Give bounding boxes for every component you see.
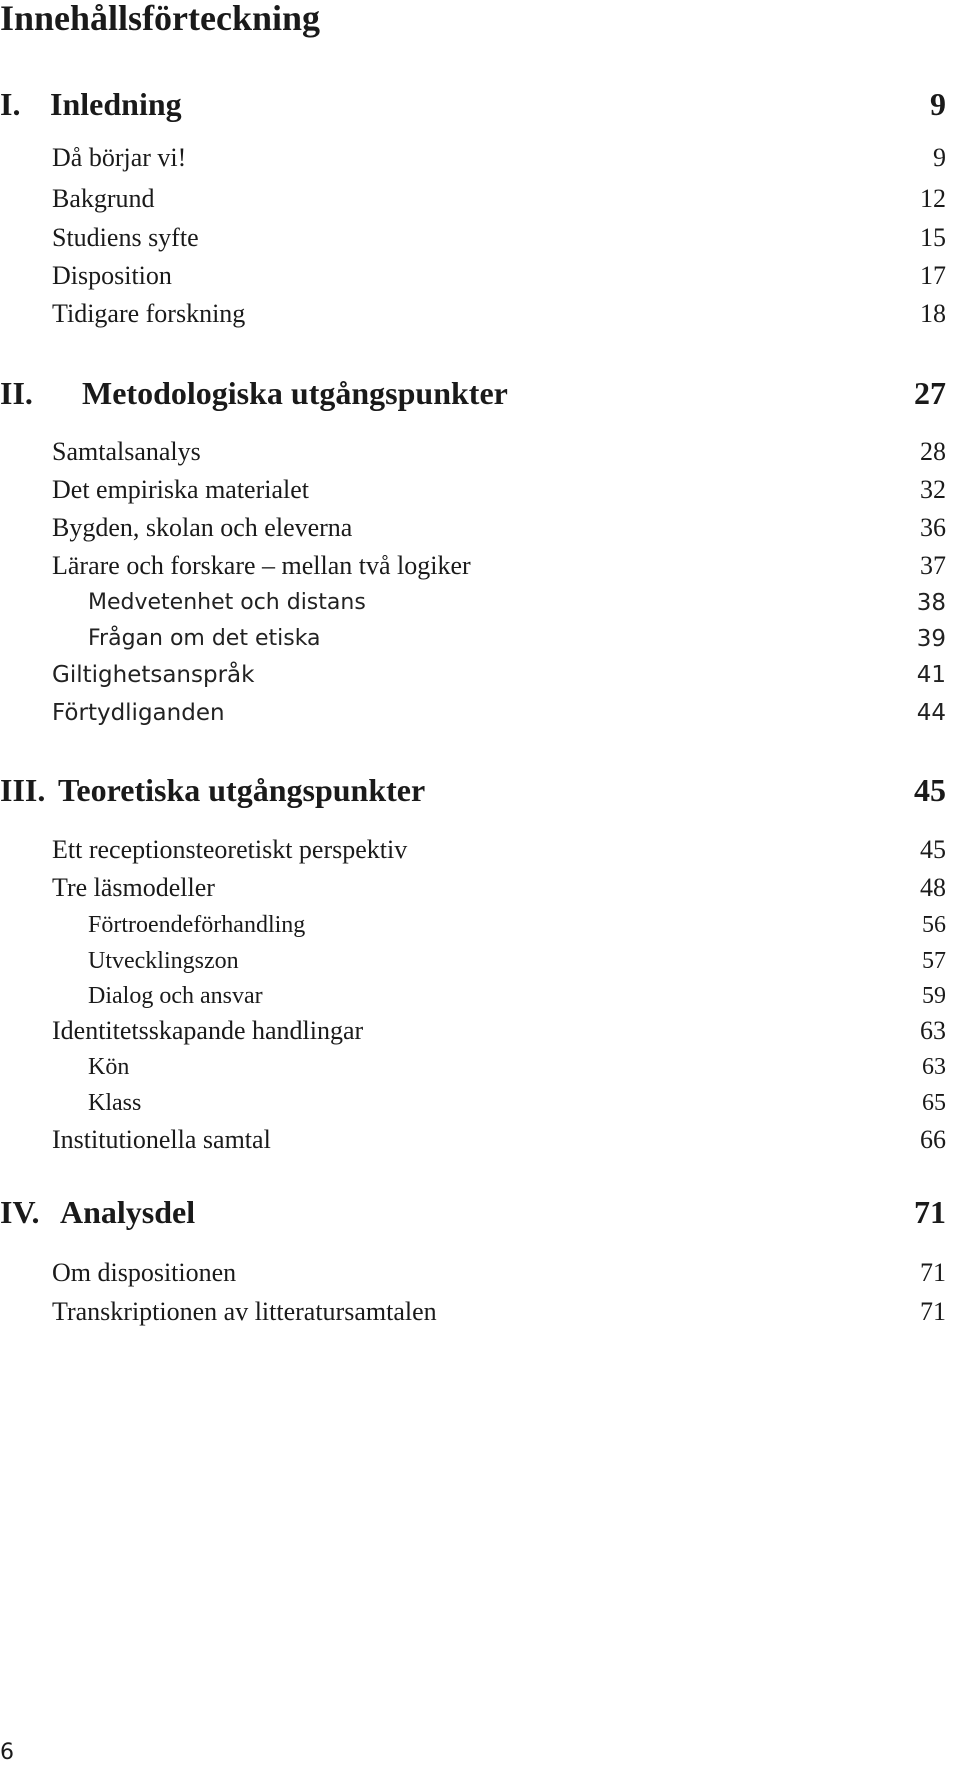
toc-entry-row <box>0 546 960 586</box>
chapter-title: Teoretiska utgångspunkter <box>58 772 426 808</box>
entry-title: Transkriptionen av litteratursamtalen <box>52 1297 437 1326</box>
toc-entry-row <box>0 655 960 695</box>
toc-entry-row <box>0 218 960 258</box>
toc-entry-row <box>0 508 960 548</box>
entry-title: Bygden, skolan och eleverna <box>52 513 353 542</box>
chapter-page-number: 71 <box>914 1194 946 1230</box>
toc-entry-row <box>0 1120 960 1160</box>
entry-page-number: 41 <box>916 662 946 688</box>
entry-page-number: 56 <box>922 912 946 938</box>
entry-page-number: 45 <box>920 835 946 864</box>
toc-entry-row <box>0 138 960 178</box>
entry-page-number: 12 <box>920 184 946 213</box>
entry-page-number: 39 <box>916 626 946 652</box>
entry-title: Ett receptionsteoretiskt perspektiv <box>52 835 408 864</box>
toc-entry-row <box>0 1047 960 1087</box>
entry-title: Giltighetsanspråk <box>52 662 255 688</box>
chapter-page-number: 27 <box>914 375 946 411</box>
toc-entry-row <box>0 941 960 981</box>
toc-chapter-row <box>0 1192 960 1232</box>
toc-entry-row <box>0 1083 960 1123</box>
entry-title: Då börjar vi! <box>52 143 187 172</box>
entry-title: Dialog och ansvar <box>88 983 263 1009</box>
entry-page-number: 63 <box>922 1054 946 1080</box>
entry-page-number: 71 <box>920 1297 946 1326</box>
entry-page-number: 38 <box>916 590 946 616</box>
entry-title: Klass <box>88 1090 142 1116</box>
chapter-title: Analysdel <box>60 1194 196 1230</box>
entry-title: Identitetsskapande handlingar <box>52 1016 364 1045</box>
entry-page-number: 63 <box>920 1016 946 1045</box>
page-number: 6 <box>0 1740 14 1765</box>
entry-page-number: 71 <box>920 1258 946 1287</box>
entry-title: Det empiriska materialet <box>52 475 310 504</box>
entry-title: Lärare och forskare – mellan två logiker <box>52 551 471 580</box>
toc-entry-row <box>0 256 960 296</box>
entry-title: Samtalsanalys <box>52 437 201 466</box>
entry-title: Bakgrund <box>52 184 155 213</box>
toc-entry-row <box>0 1011 960 1051</box>
entry-title: Förtroendeförhandling <box>88 912 306 938</box>
toc-entry-row <box>0 976 960 1016</box>
entry-page-number: 59 <box>922 983 946 1009</box>
toc-entry-row <box>0 693 960 733</box>
entry-title: Förtydliganden <box>52 700 225 726</box>
toc-entry-row <box>0 905 960 945</box>
entry-title: Studiens syfte <box>52 223 199 252</box>
chapter-number: I. <box>0 86 21 122</box>
entry-title: Disposition <box>52 261 172 290</box>
chapter-page-number: 9 <box>930 86 946 122</box>
toc-entry-row <box>0 619 960 659</box>
toc-chapter-row <box>0 373 960 413</box>
entry-page-number: 18 <box>920 299 946 328</box>
entry-page-number: 48 <box>920 873 946 902</box>
entry-title: Utvecklingszon <box>88 948 239 974</box>
entry-title: Institutionella samtal <box>52 1125 271 1154</box>
entry-page-number: 15 <box>920 223 946 252</box>
entry-page-number: 32 <box>920 475 946 504</box>
toc-entry-row <box>0 1253 960 1293</box>
toc-title: Innehållsförteckning <box>0 0 321 38</box>
entry-page-number: 57 <box>922 948 946 974</box>
entry-title: Medvetenhet och distans <box>88 590 366 615</box>
chapter-title: Metodologiska utgångspunkter <box>82 375 508 411</box>
entry-page-number: 17 <box>920 261 946 290</box>
toc-entry-row <box>0 583 960 623</box>
entry-page-number: 66 <box>920 1125 946 1154</box>
entry-page-number: 9 <box>933 143 946 172</box>
toc-entry-row <box>0 830 960 870</box>
entry-title: Tre läsmodeller <box>52 873 215 902</box>
chapter-number: II. <box>0 375 33 411</box>
entry-page-number: 44 <box>916 700 946 726</box>
toc-entry-row <box>0 868 960 908</box>
entry-page-number: 28 <box>920 437 946 466</box>
chapter-number: III. <box>0 772 46 808</box>
chapter-title: Inledning <box>50 86 182 122</box>
entry-page-number: 36 <box>920 513 946 542</box>
entry-title: Om dispositionen <box>52 1258 237 1287</box>
chapter-number: IV. <box>0 1194 40 1230</box>
entry-page-number: 37 <box>920 551 946 580</box>
toc-chapter-row <box>0 770 960 810</box>
toc-entry-row <box>0 432 960 472</box>
entry-title: Kön <box>88 1054 130 1080</box>
chapter-page-number: 45 <box>914 772 946 808</box>
toc-entry-row <box>0 179 960 219</box>
toc-entry-row <box>0 470 960 510</box>
entry-title: Tidigare forskning <box>52 299 246 328</box>
toc-entry-row <box>0 294 960 334</box>
toc-chapter-row <box>0 84 960 124</box>
toc-entry-row <box>0 1292 960 1332</box>
entry-title: Frågan om det etiska <box>88 626 321 651</box>
entry-page-number: 65 <box>922 1090 946 1116</box>
